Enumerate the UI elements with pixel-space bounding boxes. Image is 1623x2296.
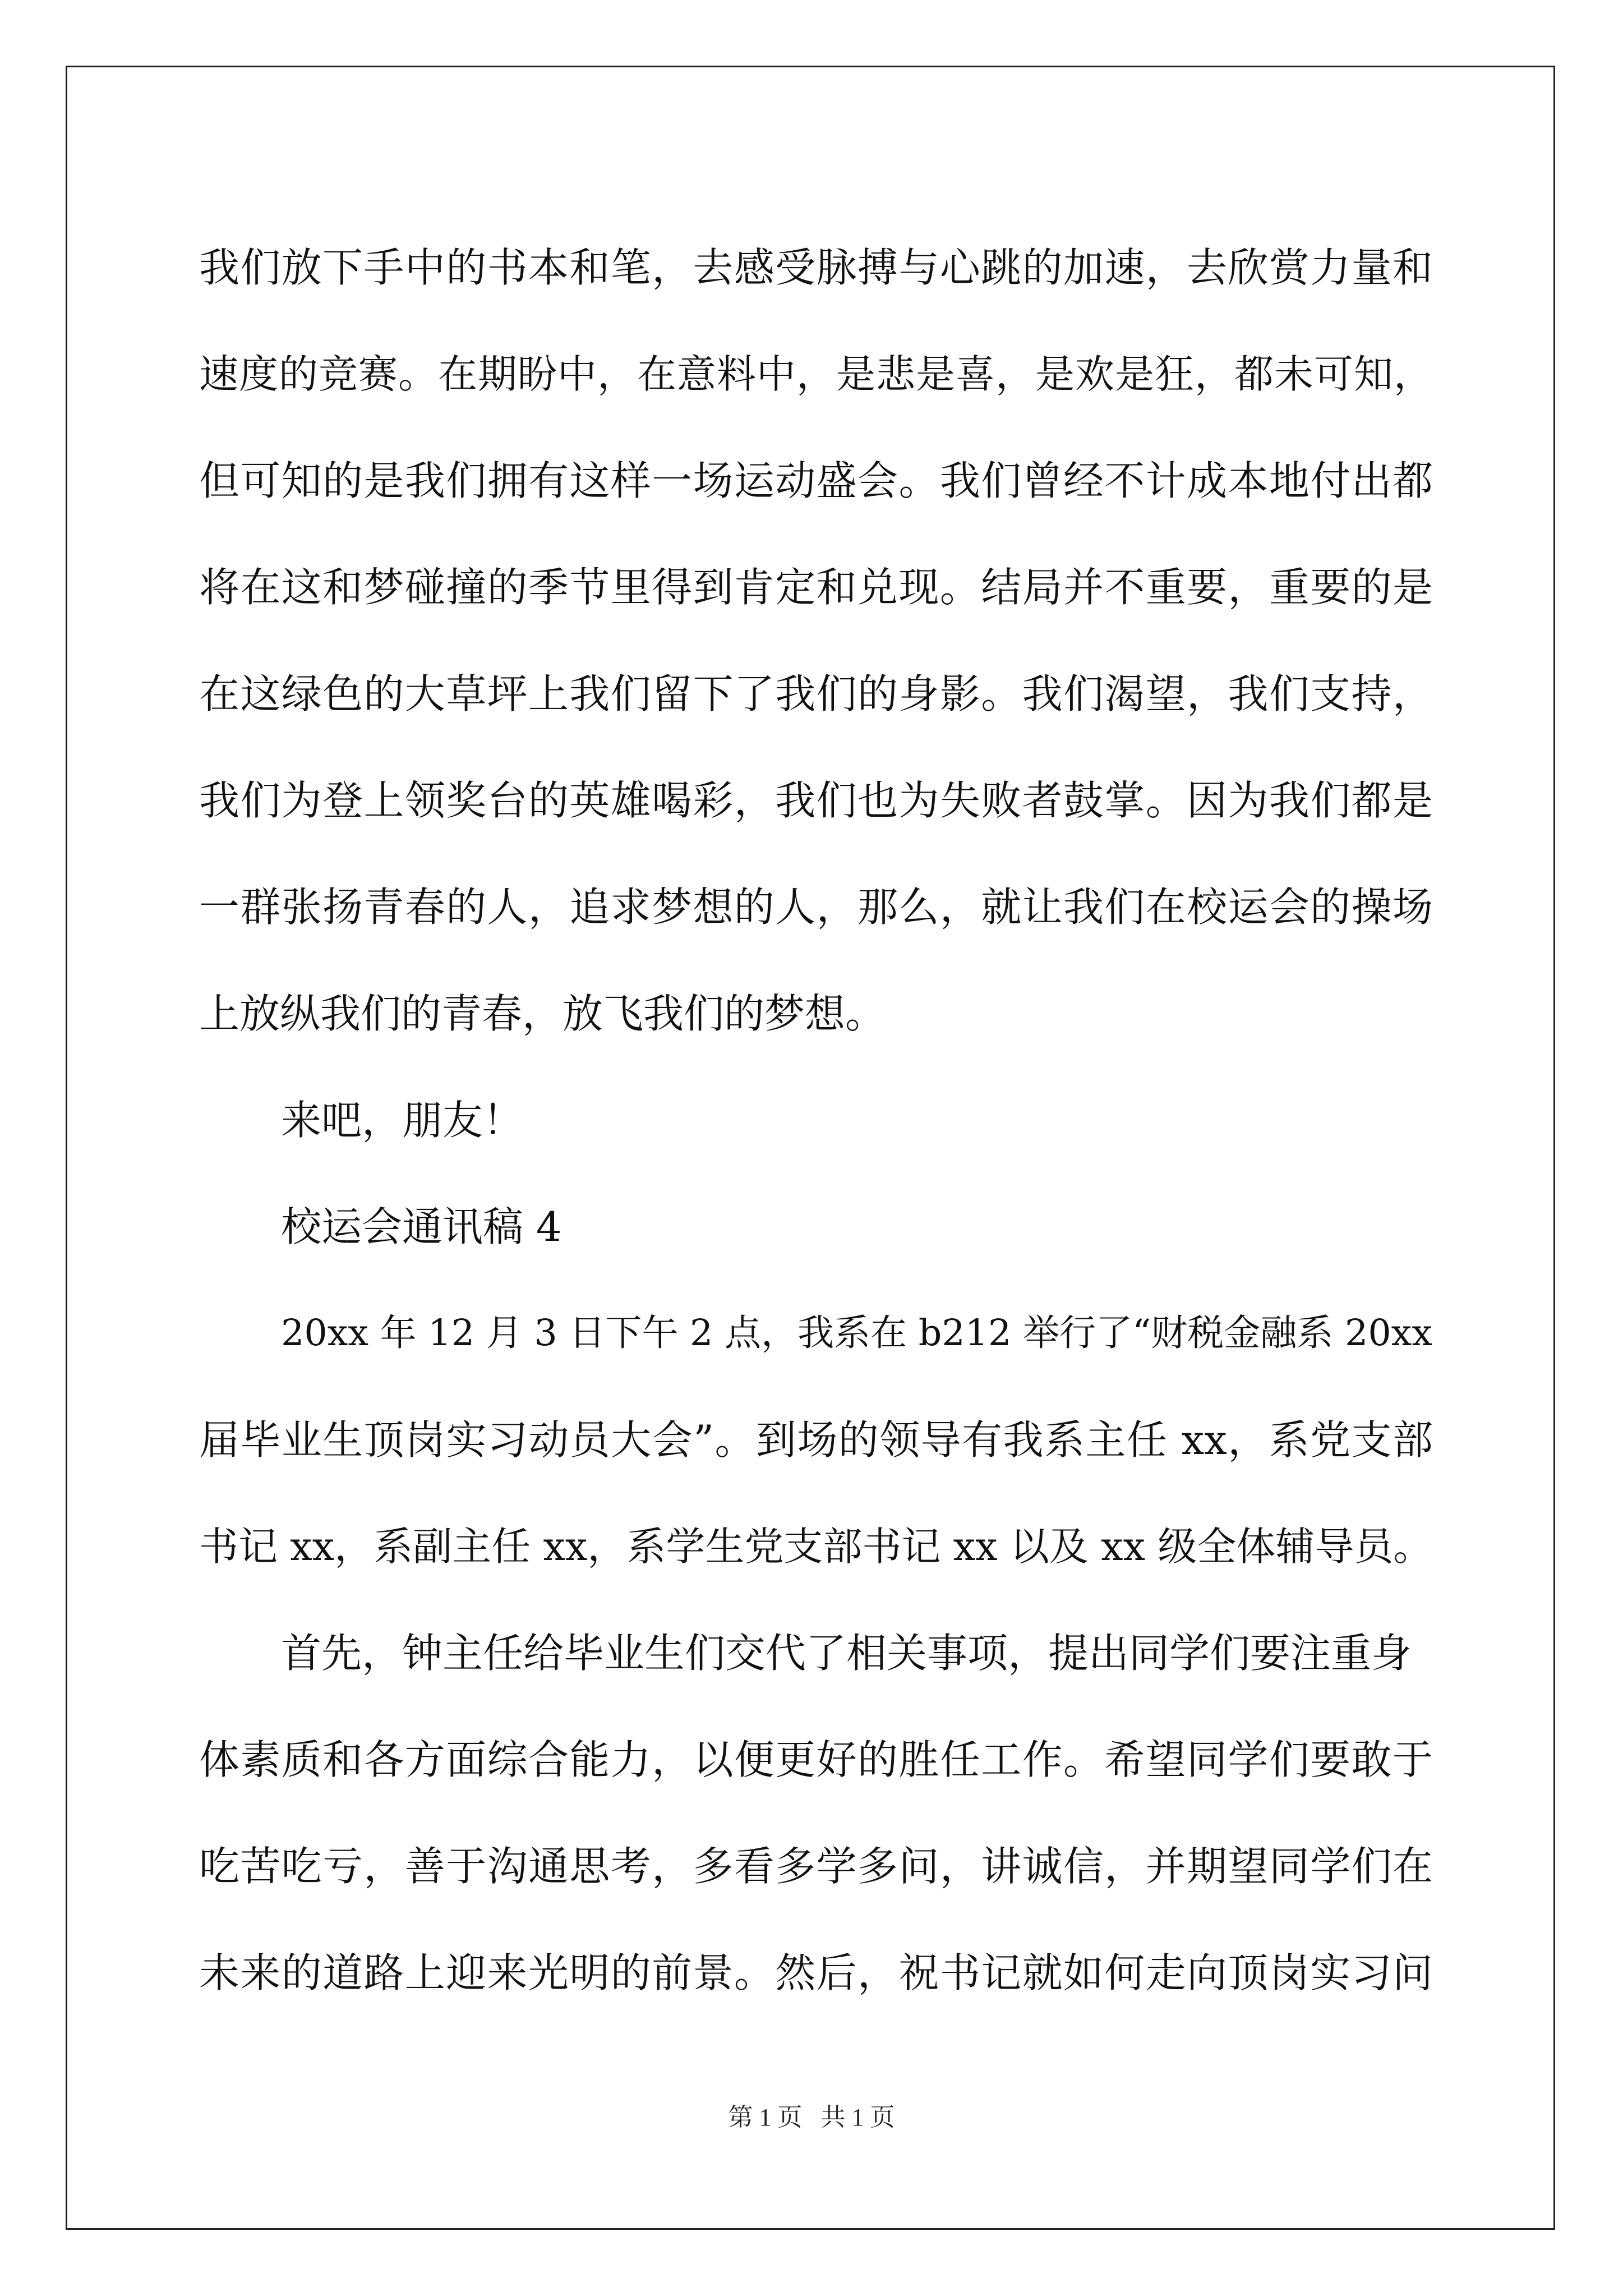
text-line: 速度的竞赛。在期盼中，在意料中，是悲是喜，是欢是狂，都未可知， — [199, 351, 1433, 397]
text-line: 吃苦吃亏，善于沟通思考，多看多学多问，讲诚信，并期望同学们在 — [199, 1843, 1433, 1890]
page-footer: 第 1 页 共 1 页 — [728, 2104, 895, 2131]
text-line: 书记 xx，系副主任 xx，系学生党支部书记 xx 以及 xx 级全体辅导员。 — [199, 1524, 1433, 1570]
text-line: 在这绿色的大草坪上我们留下了我们的身影。我们渴望，我们支持， — [199, 670, 1433, 717]
paragraph-line: 来吧，朋友！ — [281, 1097, 524, 1144]
text-line: 未来的道路上迎来光明的前景。然后，祝书记就如何走向顶岗实习问 — [199, 1949, 1433, 1996]
section-heading: 校运会通讯稿 4 — [281, 1203, 562, 1250]
text-line: 我们为登上领奖台的英雄喝彩，我们也为失败者鼓掌。因为我们都是 — [199, 777, 1433, 824]
text-line: 但可知的是我们拥有这样一场运动盛会。我们曾经不计成本地付出都 — [199, 457, 1433, 504]
paragraph-line: 首先，钟主任给毕业生们交代了相关事项，提出同学们要注重身 — [281, 1630, 1412, 1677]
text-line: 我们放下手中的书本和笔，去感受脉搏与心跳的加速，去欣赏力量和 — [199, 244, 1433, 291]
text-line: 上放纵我们的青春，放飞我们的梦想。 — [199, 990, 886, 1037]
text-line: 体素质和各方面综合能力，以便更好的胜任工作。希望同学们要敢于 — [199, 1736, 1433, 1783]
document-body — [199, 214, 1433, 2026]
paragraph-line: 20xx 年 12 月 3 日下午 2 点，我系在 b212 举行了“财税金融系 20xx — [281, 1312, 1432, 1354]
text-line: 一群张扬青春的人，追求梦想的人，那么，就让我们在校运会的操场 — [199, 884, 1433, 931]
text-line: 届毕业生顶岗实习动员大会”。到场的领导有我系主任 xx，系党支部 — [199, 1416, 1433, 1464]
text-line: 将在这和梦碰撞的季节里得到肯定和兑现。结局并不重要，重要的是 — [199, 564, 1433, 611]
